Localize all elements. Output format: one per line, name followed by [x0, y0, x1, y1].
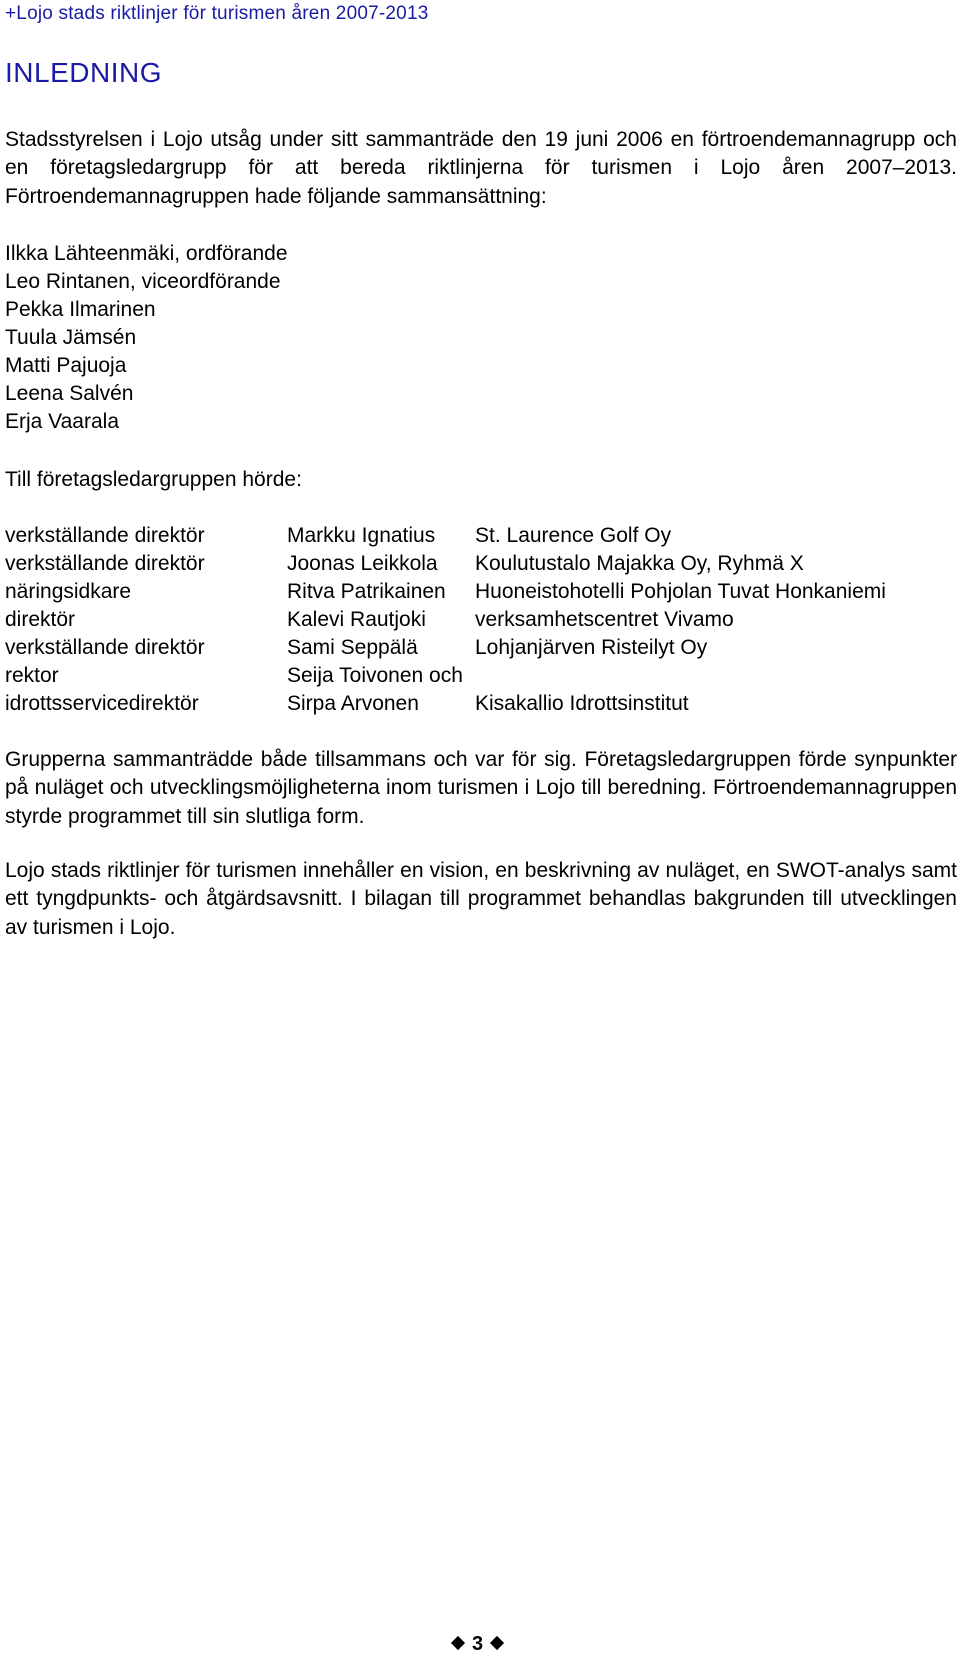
trustee-item: Matti Pajuoja: [5, 354, 127, 377]
member-organization: Lohjanjärven Risteilyt Oy: [475, 636, 708, 659]
member-organization: Kisakallio Idrottsinstitut: [475, 692, 689, 715]
table-row: [5, 522, 955, 550]
trustee-list: [5, 240, 288, 436]
trustee-item: Tuula Jämsén: [5, 326, 137, 349]
member-name: Seija Toivonen och: [287, 664, 463, 687]
page-number-value: 3: [471, 1633, 484, 1655]
member-name: Markku Ignatius: [287, 524, 436, 547]
business-group-table: [5, 522, 955, 718]
table-row: [5, 578, 955, 606]
member-name: Ritva Patrikainen: [287, 580, 446, 603]
table-row: [5, 662, 955, 690]
page-number: [5, 1631, 950, 1657]
member-organization: St. Laurence Golf Oy: [475, 524, 672, 547]
document-page: [5, 0, 955, 1656]
diamond-bullet-icon: [451, 1636, 465, 1650]
body-paragraph: Grupperna sammanträdde både tillsammans och var för sig. Företagsledargruppen förde synpunkter på nuläget och utvecklingsmöjligheterna inom turismen i Lojo till beredning. Förtroendemannagruppen styrde programmet till sin slutliga form.: [5, 748, 957, 828]
member-name: Kalevi Rautjoki: [287, 608, 426, 631]
table-row: [5, 550, 955, 578]
diamond-bullet-icon: [490, 1636, 504, 1650]
member-name: Sirpa Arvonen: [287, 692, 419, 715]
member-title: idrottsservicedirektör: [5, 692, 199, 715]
member-organization: verksamhetscentret Vivamo: [475, 608, 734, 631]
member-organization: Koulutustalo Majakka Oy, Ryhmä X: [475, 552, 804, 575]
member-name: Joonas Leikkola: [287, 552, 438, 575]
member-organization: [475, 662, 955, 690]
member-title: verkställande direktör: [5, 524, 205, 547]
member-title: näringsidkare: [5, 580, 132, 603]
trustee-item: Pekka Ilmarinen: [5, 298, 156, 321]
trustee-item: Leo Rintanen, viceordförande: [5, 270, 281, 293]
intro-paragraph: Stadsstyrelsen i Lojo utsåg under sitt sammanträde den 19 juni 2006 en förtroendemannagrupp och en företagsledargrupp för att bereda riktlinjerna för turismen i Lojo åren 2007–2013. Förtroendemannagruppen hade följande sammansättning:: [5, 128, 957, 208]
trustee-item: Leena Salvén: [5, 382, 134, 405]
trustee-item: Ilkka Lähteenmäki, ordförande: [5, 242, 288, 265]
member-name: Sami Seppälä: [287, 636, 418, 659]
member-title: verkställande direktör: [5, 552, 205, 575]
member-title: verkställande direktör: [5, 636, 205, 659]
section-heading: INLEDNING: [5, 57, 162, 88]
member-title: direktör: [5, 608, 76, 631]
table-row: [5, 606, 955, 634]
body-paragraph: Lojo stads riktlinjer för turismen innehåller en vision, en beskrivning av nuläget, en SWOT-analys samt ett tyngdpunkts- och åtgärdsavsnitt. I bilagan till programmet behandlas bakgrunden till utvecklingen av turismen i Lojo.: [5, 859, 957, 939]
table-row: [5, 690, 955, 718]
table-row: [5, 634, 955, 662]
trustee-item: Erja Vaarala: [5, 410, 120, 433]
business-group-label: Till företagsledargruppen hörde:: [5, 468, 302, 491]
member-organization: Huoneistohotelli Pohjolan Tuvat Honkaniemi: [475, 580, 886, 603]
member-title: rektor: [5, 664, 59, 687]
running-header: +Lojo stads riktlinjer för turismen åren 2007-2013: [5, 3, 429, 24]
